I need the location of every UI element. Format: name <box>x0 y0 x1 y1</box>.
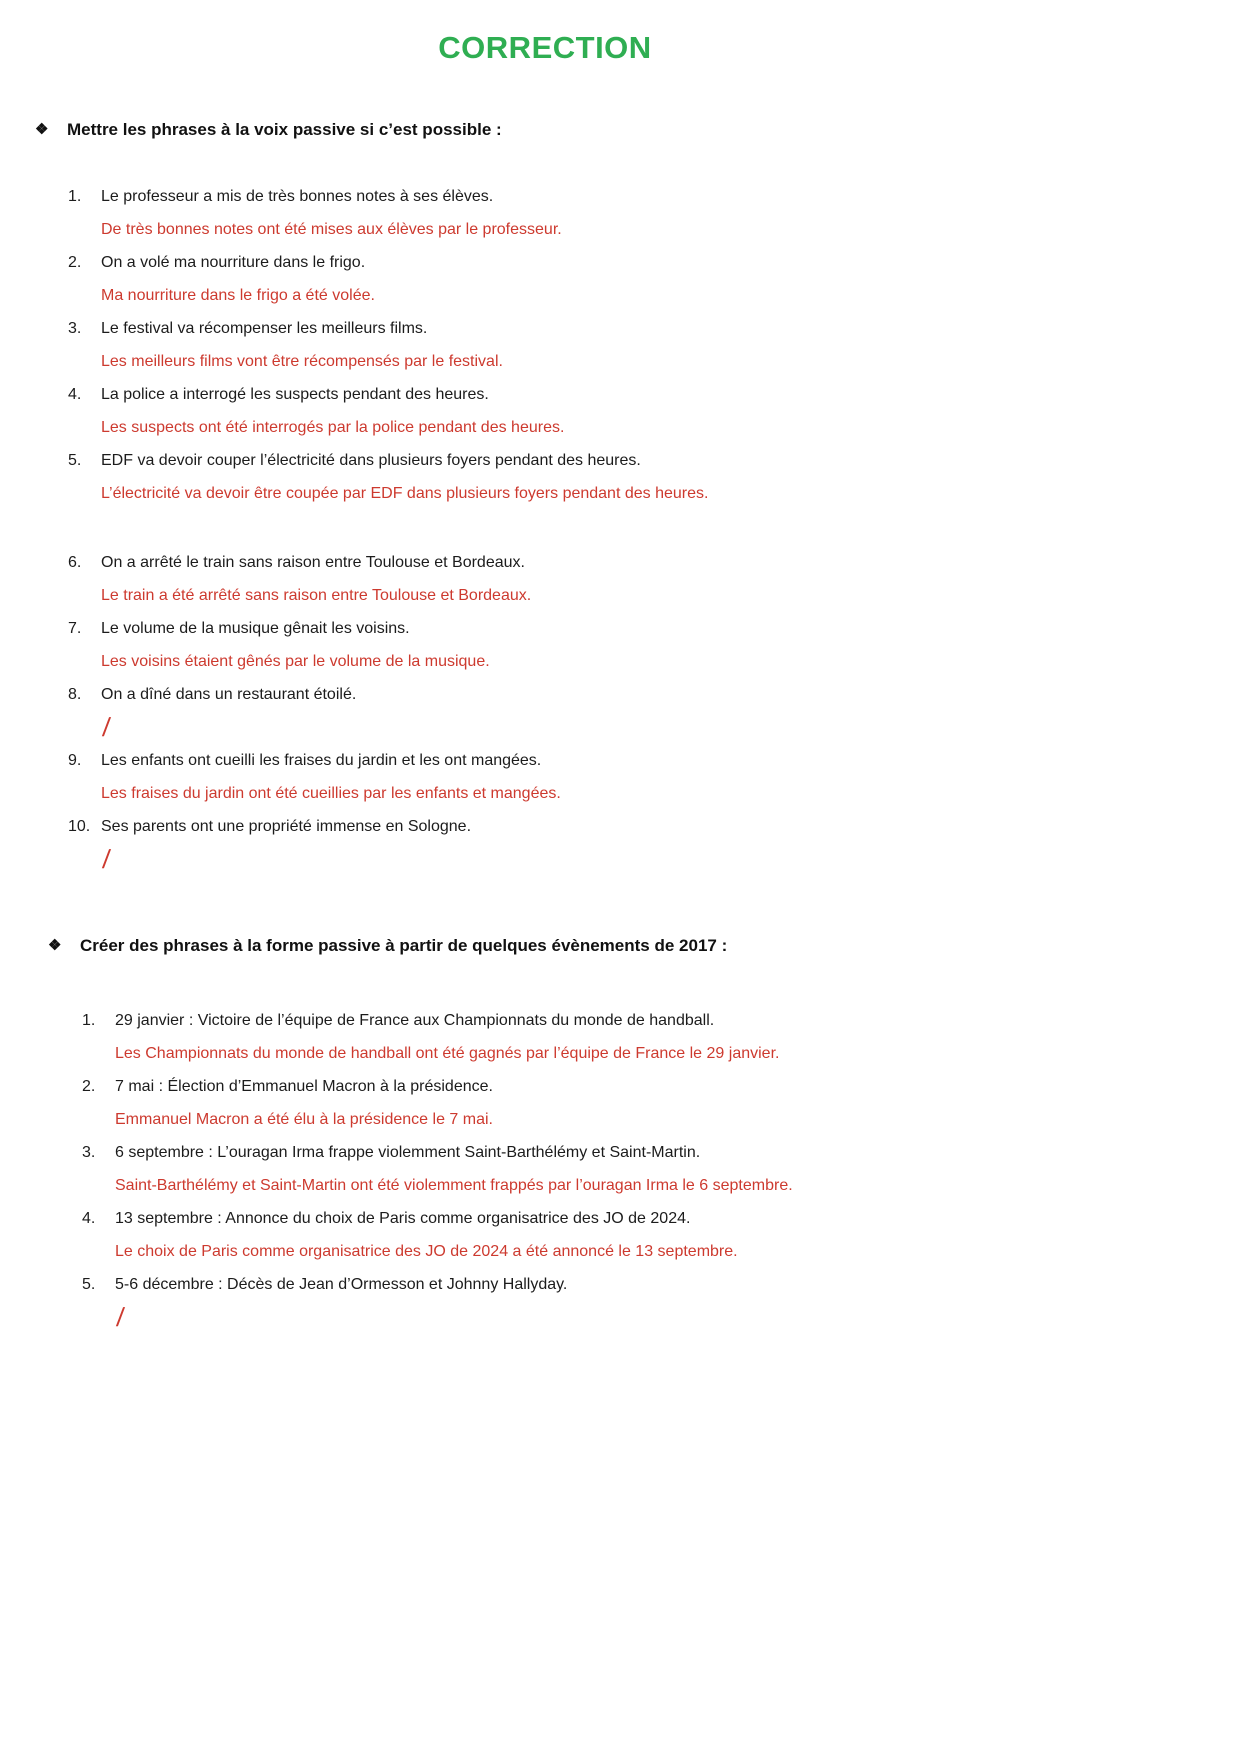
item-sentence: On a dîné dans un restaurant étoilé. <box>101 686 357 703</box>
exercise-item <box>0 1268 1090 1334</box>
item-number: 4. <box>68 386 82 403</box>
item-sentence: On a arrêté le train sans raison entre Toulouse et Bordeaux. <box>101 554 525 571</box>
item-answer: / <box>115 1302 126 1332</box>
item-answer: Le train a été arrêté sans raison entre Toulouse et Bordeaux. <box>101 587 532 604</box>
section-heading-text: Mettre les phrases à la voix passive si c’est possible : <box>67 120 502 139</box>
item-sentence: Les enfants ont cueilli les fraises du jardin et les ont mangées. <box>101 752 542 769</box>
item-sentence-line <box>0 678 1090 711</box>
exercise-item <box>0 180 1090 246</box>
item-number: 3. <box>68 320 82 337</box>
section-heading <box>35 118 1090 142</box>
item-answer: Les Championnats du monde de handball ont été gagnés par l’équipe de France le 29 janvier. <box>115 1045 780 1062</box>
item-sentence-line <box>0 378 1090 411</box>
page-title: CORRECTION <box>438 30 652 65</box>
item-sentence-line <box>0 312 1090 345</box>
exercise-item <box>0 444 1090 510</box>
diamond-bullet-icon: ❖ <box>48 937 62 954</box>
item-sentence-line <box>0 810 1090 843</box>
exercise-item <box>0 378 1090 444</box>
exercise-item <box>0 1070 1090 1136</box>
item-sentence: 6 septembre : L’ouragan Irma frappe violemment Saint-Barthélémy et Saint-Martin. <box>115 1144 701 1161</box>
item-answer: / <box>101 712 112 742</box>
item-sentence: Le professeur a mis de très bonnes notes à ses élèves. <box>101 188 494 205</box>
item-number: 8. <box>68 686 82 703</box>
item-sentence: 5-6 décembre : Décès de Jean d’Ormesson et Johnny Hallyday. <box>115 1276 568 1293</box>
item-sentence-line <box>0 744 1090 777</box>
item-number: 1. <box>82 1012 96 1029</box>
diamond-bullet-icon: ❖ <box>35 121 49 138</box>
item-number: 1. <box>68 188 82 205</box>
item-number: 7. <box>68 620 82 637</box>
item-sentence-line <box>0 1136 1090 1169</box>
item-number: 6. <box>68 554 82 571</box>
item-answer: Saint-Barthélémy et Saint-Martin ont été violemment frappés par l’ouragan Irma le 6 septembre. <box>115 1177 793 1194</box>
exercise-item <box>0 810 1090 876</box>
item-answer: Les fraises du jardin ont été cueillies par les enfants et mangées. <box>101 785 561 802</box>
item-sentence: La police a interrogé les suspects pendant des heures. <box>101 386 489 403</box>
item-sentence-line <box>0 1202 1090 1235</box>
item-sentence: Le volume de la musique gênait les voisins. <box>101 620 410 637</box>
item-answer: Le choix de Paris comme organisatrice des JO de 2024 a été annoncé le 13 septembre. <box>115 1243 738 1260</box>
item-answer: De très bonnes notes ont été mises aux élèves par le professeur. <box>101 221 562 238</box>
exercise-item <box>0 678 1090 744</box>
item-number: 4. <box>82 1210 96 1227</box>
exercise-item <box>0 246 1090 312</box>
item-sentence: 7 mai : Élection d’Emmanuel Macron à la présidence. <box>115 1078 493 1095</box>
item-answer: / <box>101 844 112 874</box>
item-answer: Emmanuel Macron a été élu à la présidence le 7 mai. <box>115 1111 493 1128</box>
section-evenements-2017 <box>0 934 1090 1334</box>
item-number: 5. <box>82 1276 96 1293</box>
item-sentence-line <box>0 1070 1090 1103</box>
item-number: 3. <box>82 1144 96 1161</box>
item-answer: L’électricité va devoir être coupée par EDF dans plusieurs foyers pendant des heures. <box>101 485 709 502</box>
exercise-item <box>0 612 1090 678</box>
item-sentence-line <box>0 1268 1090 1301</box>
exercise-item <box>0 1202 1090 1268</box>
item-sentence-line <box>0 444 1090 477</box>
exercise-item <box>0 1136 1090 1202</box>
item-answer: Les suspects ont été interrogés par la police pendant des heures. <box>101 419 565 436</box>
section-heading <box>48 934 1090 958</box>
item-sentence: Le festival va récompenser les meilleurs films. <box>101 320 428 337</box>
exercise-item <box>0 744 1090 810</box>
exercise-list <box>0 1004 1090 1334</box>
item-number: 10. <box>68 818 91 835</box>
item-number: 2. <box>82 1078 96 1095</box>
item-answer: Les voisins étaient gênés par le volume de la musique. <box>101 653 490 670</box>
item-answer: Ma nourriture dans le frigo a été volée. <box>101 287 375 304</box>
exercise-list <box>0 180 1090 876</box>
section-voix-passive <box>0 118 1090 876</box>
item-sentence: 29 janvier : Victoire de l’équipe de France aux Championnats du monde de handball. <box>115 1012 715 1029</box>
item-sentence: EDF va devoir couper l’électricité dans plusieurs foyers pendant des heures. <box>101 452 641 469</box>
item-sentence-line <box>0 1004 1090 1037</box>
item-sentence: Ses parents ont une propriété immense en Sologne. <box>101 818 472 835</box>
document-content <box>0 30 1090 1334</box>
item-answer: Les meilleurs films vont être récompensés par le festival. <box>101 353 503 370</box>
exercise-item <box>0 1004 1090 1070</box>
item-sentence: 13 septembre : Annonce du choix de Paris comme organisatrice des JO de 2024. <box>115 1210 691 1227</box>
exercise-item <box>0 546 1090 612</box>
section-heading-text: Créer des phrases à la forme passive à partir de quelques évènements de 2017 : <box>80 936 728 955</box>
item-sentence-line <box>0 612 1090 645</box>
item-sentence: On a volé ma nourriture dans le frigo. <box>101 254 366 271</box>
item-sentence-line <box>0 546 1090 579</box>
item-number: 5. <box>68 452 82 469</box>
item-sentence-line <box>0 180 1090 213</box>
item-number: 2. <box>68 254 82 271</box>
item-sentence-line <box>0 246 1090 279</box>
exercise-item <box>0 312 1090 378</box>
item-number: 9. <box>68 752 82 769</box>
